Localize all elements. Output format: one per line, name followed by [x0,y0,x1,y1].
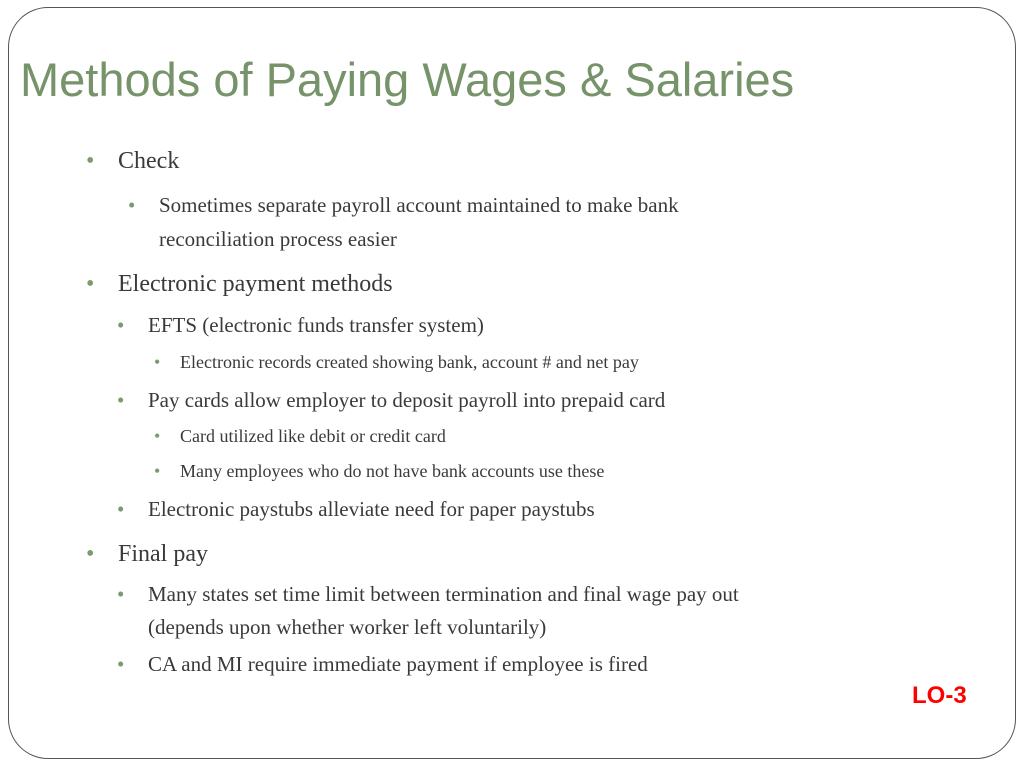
final-pay-limit-line-2: (depends upon whether worker left voluntarily) [148,615,547,639]
bullet-final-pay: Final pay [118,541,208,567]
bullet-electronic-payment: Electronic payment methods [118,271,393,297]
bullet-ca-mi: CA and MI require immediate payment if employee is fired [148,652,648,676]
bullet-icon: • [117,582,125,606]
efts-detail: Electronic records created showing bank, account # and net pay [180,352,639,372]
check-note-line-1: Sometimes separate payroll account maintained to make bank [159,193,679,217]
bullet-icon: • [117,313,125,337]
bullet-icon: • [117,388,125,412]
bullet-icon: • [154,461,161,481]
bullet-icon: • [128,193,136,217]
bullet-check: Check [118,148,180,174]
final-pay-limit-line-1: Many states set time limit between termination and final wage pay out [148,582,739,606]
bullet-pay-cards: Pay cards allow employer to deposit payroll into prepaid card [148,388,666,412]
bullet-icon: • [86,271,95,297]
slide-title: Methods of Paying Wages & Salaries [20,53,795,106]
bullet-icon: • [117,497,125,521]
pay-cards-detail: Many employees who do not have bank accounts use these [180,461,605,481]
bullet-icon: • [86,148,95,174]
bullet-icon: • [154,426,161,446]
learning-objective-tag: LO-3 [912,682,967,709]
pay-cards-detail: Card utilized like debit or credit card [180,426,446,446]
bullet-efts: EFTS (electronic funds transfer system) [148,313,484,337]
bullet-electronic-paystubs: Electronic paystubs alleviate need for paper paystubs [148,497,595,521]
bullet-icon: • [86,541,95,567]
bullet-icon: • [117,652,125,676]
bullet-icon: • [154,352,161,372]
check-note-line-2: reconciliation process easier [159,227,397,251]
